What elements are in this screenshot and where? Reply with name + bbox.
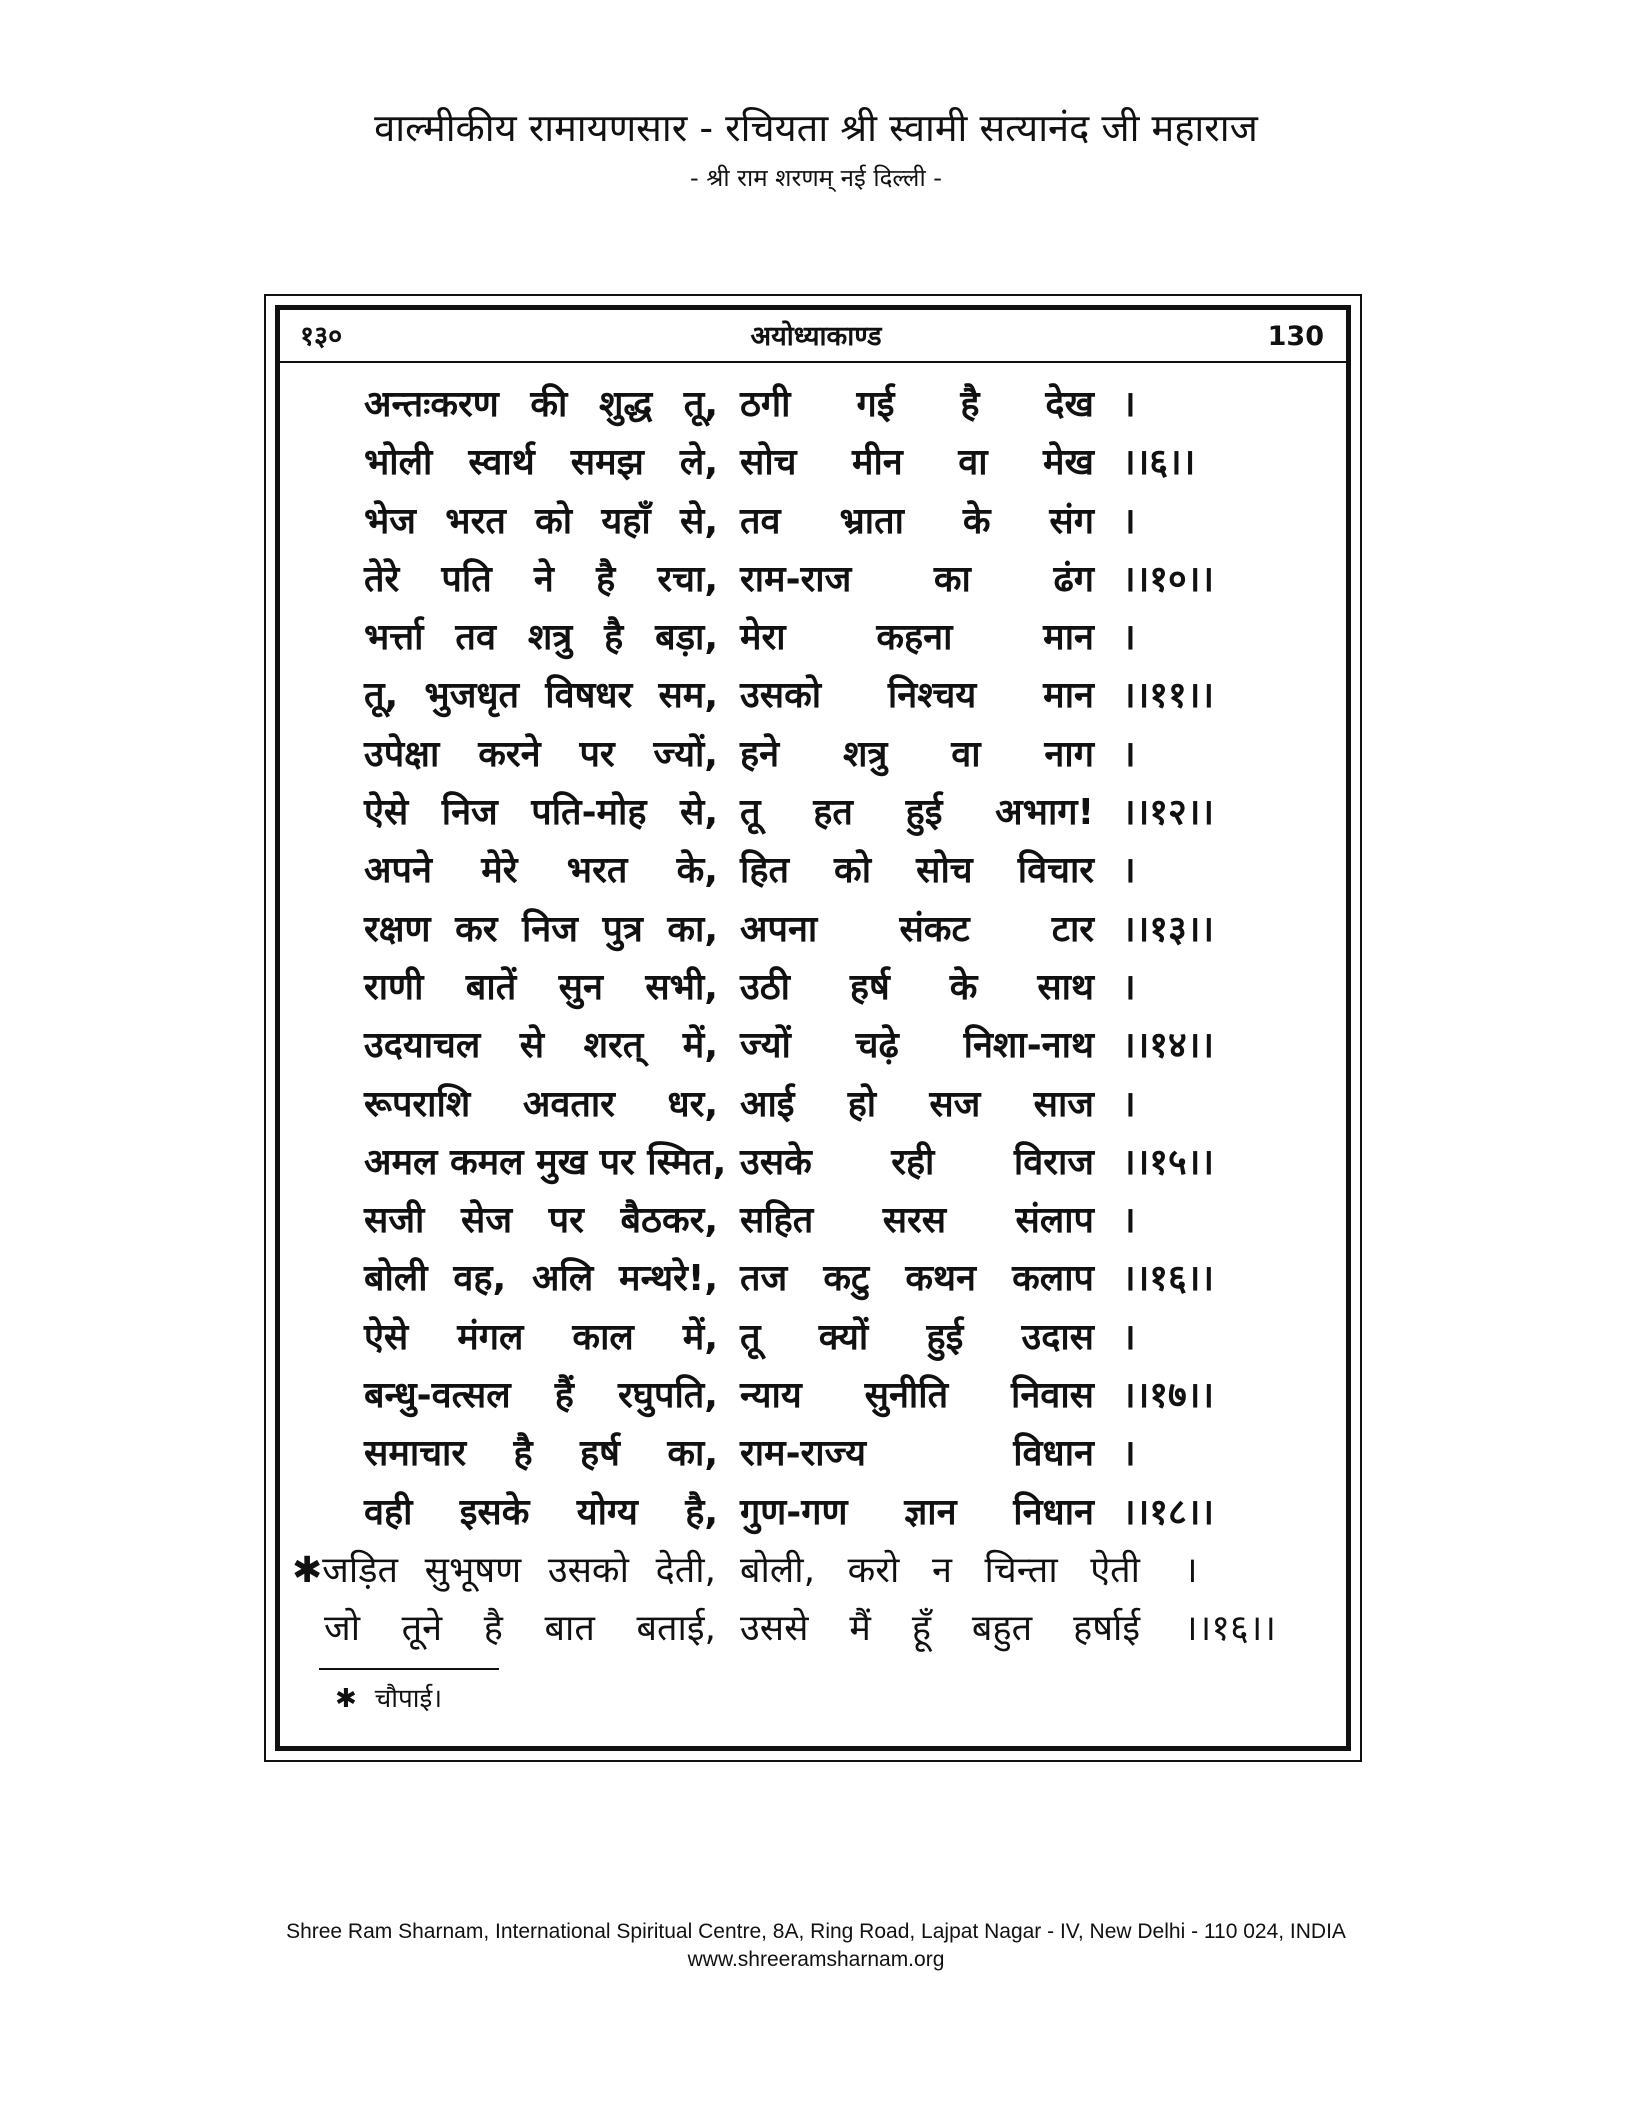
verse-line bbox=[280, 551, 1346, 609]
verse-line bbox=[280, 1134, 1346, 1192]
chaupai-line bbox=[280, 1600, 1346, 1658]
verse-line bbox=[280, 376, 1346, 434]
page-number: 130 bbox=[1267, 321, 1324, 352]
header-divider bbox=[280, 361, 1346, 363]
verse-number: । bbox=[1122, 850, 1136, 892]
verse-number: । bbox=[1122, 733, 1136, 775]
page-number-devanagari: १३० bbox=[300, 321, 343, 352]
verse-first-half: तेरे पति ने है रचा, bbox=[364, 558, 718, 600]
verse-number: । bbox=[1122, 384, 1136, 425]
verse-line bbox=[280, 1017, 1346, 1075]
verse-second-half: सहित सरस संलाप bbox=[740, 1200, 1094, 1242]
verse-number: ।।१४।। bbox=[1122, 1025, 1215, 1067]
verse-first-half: भोली स्वार्थ समझ ले, bbox=[364, 442, 718, 484]
verse-line bbox=[280, 1250, 1346, 1308]
verse-line bbox=[280, 901, 1346, 959]
book-title: वाल्मीकीय रामायणसार - रचियता श्री स्वामी सत्यानंद जी महाराज bbox=[374, 106, 1258, 150]
verse-number: ।।१२।। bbox=[1122, 792, 1215, 834]
verse-first-half: वही इसके योग्य है, bbox=[364, 1491, 718, 1533]
verse-line bbox=[280, 1425, 1346, 1483]
verse-line bbox=[280, 1309, 1346, 1367]
verse-first-half: भर्त्ता तव शत्रु है बड़ा, bbox=[364, 617, 718, 659]
verse-number: ।।१३।। bbox=[1122, 908, 1215, 950]
verse-line bbox=[280, 842, 1346, 900]
verse-first-half: रक्षण कर निज पुत्र का, bbox=[364, 908, 718, 950]
verse-line bbox=[280, 726, 1346, 784]
verse-first-half: समाचार है हर्ष का, bbox=[364, 1433, 718, 1475]
footer-website[interactable]: www.shreeramsharnam.org bbox=[687, 1948, 945, 1971]
verse-second-half: गुण-गण ज्ञान निधान bbox=[740, 1491, 1094, 1533]
verse-number: ।।६।। bbox=[1122, 442, 1196, 484]
verse-first-half: अन्तःकरण की शुद्ध तू, bbox=[364, 384, 718, 425]
verse-number: । bbox=[1122, 500, 1136, 542]
verse-line bbox=[280, 667, 1346, 725]
verse-second-half: तव भ्राता के संग bbox=[740, 500, 1094, 542]
verse-second-half: उठी हर्ष के साथ bbox=[740, 966, 1094, 1008]
verse-number: । bbox=[1122, 1316, 1136, 1358]
chaupai-first-half: ✱जड़ित सुभूषण उसको देती, bbox=[292, 1549, 716, 1591]
footnote-rule bbox=[319, 1668, 499, 1670]
verse-number: ।।१७।। bbox=[1122, 1375, 1215, 1417]
chaupai-second-half: बोली, करो न चिन्ता ऐती bbox=[740, 1549, 1140, 1591]
verse-second-half: उसको निश्चय मान bbox=[740, 675, 1094, 717]
verse-line bbox=[280, 434, 1346, 492]
verse-second-half: तू हत हुई अभाग! bbox=[740, 792, 1094, 834]
verse-first-half: तू, भुजधृत विषधर सम, bbox=[364, 675, 718, 717]
verse-number: ।।१०।। bbox=[1122, 558, 1215, 600]
asterisk-icon: ✱ bbox=[335, 1684, 357, 1714]
verse-first-half: सजी सेज पर बैठकर, bbox=[364, 1200, 718, 1242]
verse-first-half: अमल कमल मुख पर स्मित, bbox=[364, 1141, 727, 1183]
footnote bbox=[335, 1680, 442, 1718]
verse-second-half: राम-राज्य विधान bbox=[740, 1433, 1094, 1475]
verse-first-half: बन्धु-वत्सल हैं रघुपति, bbox=[364, 1375, 718, 1417]
verse-number: । bbox=[1122, 617, 1136, 659]
verse-number: । bbox=[1122, 1433, 1136, 1475]
verse-block bbox=[280, 376, 1346, 1659]
verse-second-half: तू क्यों हुई उदास bbox=[740, 1316, 1094, 1358]
verse-line bbox=[280, 609, 1346, 667]
verse-line bbox=[280, 1192, 1346, 1250]
verse-first-half: राणी बातें सुन सभी, bbox=[364, 966, 718, 1008]
verse-first-half: ऐसे निज पति-मोह से, bbox=[364, 792, 718, 834]
verse-first-half: उपेक्षा करने पर ज्यों, bbox=[364, 733, 718, 775]
verse-second-half: न्याय सुनीति निवास bbox=[740, 1375, 1094, 1417]
verse-line bbox=[280, 1484, 1346, 1542]
verse-number: ।।१६।। bbox=[1122, 1258, 1215, 1300]
verse-first-half: उदयाचल से शरत् में, bbox=[364, 1025, 718, 1067]
verse-first-half: भेज भरत को यहाँ से, bbox=[364, 500, 718, 542]
verse-second-half: उसके रही विराज bbox=[740, 1141, 1094, 1183]
verse-first-half: बोली वह, अलि मन्थरे!, bbox=[364, 1258, 718, 1300]
verse-second-half: राम-राज का ढंग bbox=[740, 558, 1094, 600]
verse-second-half: ठगी गई है देख bbox=[740, 384, 1094, 425]
verse-second-half: तज कटु कथन कलाप bbox=[740, 1258, 1094, 1300]
chaupai-number: । bbox=[1184, 1549, 1198, 1591]
verse-second-half: हने शत्रु वा नाग bbox=[740, 733, 1094, 775]
verse-line bbox=[280, 493, 1346, 551]
chaupai-line bbox=[280, 1542, 1346, 1600]
verse-first-half: अपने मेरे भरत के, bbox=[364, 850, 718, 892]
publisher-subtitle: - श्री राम शरणम् नई दिल्ली - bbox=[690, 164, 942, 192]
verse-second-half: आई हो सज साज bbox=[740, 1083, 1094, 1125]
verse-second-half: मेरा कहना मान bbox=[740, 617, 1094, 659]
verse-first-half: ऐसे मंगल काल में, bbox=[364, 1316, 718, 1358]
verse-second-half: सोच मीन वा मेख bbox=[740, 442, 1094, 484]
chaupai-number: ।।१६।। bbox=[1184, 1608, 1277, 1650]
verse-line bbox=[280, 1076, 1346, 1134]
verse-line bbox=[280, 959, 1346, 1017]
verse-second-half: अपना संकट टार bbox=[740, 908, 1094, 950]
kand-title: अयोध्याकाण्ड bbox=[750, 321, 882, 352]
verse-second-half: हित को सोच विचार bbox=[740, 850, 1094, 892]
verse-number: । bbox=[1122, 1083, 1136, 1125]
footnote-text: चौपाई। bbox=[374, 1684, 443, 1714]
footer-address: Shree Ram Sharnam, International Spiritual Centre, 8A, Ring Road, Lajpat Nagar - IV, New Delhi - 110 024, INDIA bbox=[286, 1920, 1346, 1943]
verse-line bbox=[280, 784, 1346, 842]
verse-second-half: ज्यों चढ़े निशा-नाथ bbox=[740, 1025, 1094, 1067]
verse-number: ।।१८।। bbox=[1122, 1491, 1215, 1533]
verse-number: ।।१५।। bbox=[1122, 1141, 1215, 1183]
verse-number: ।।११।। bbox=[1122, 675, 1215, 717]
chaupai-second-half: उससे मैं हूँ बहुत हर्षाई bbox=[740, 1608, 1140, 1650]
verse-line bbox=[280, 1367, 1346, 1425]
verse-first-half: रूपराशि अवतार धर, bbox=[364, 1083, 718, 1125]
chaupai-first-half: जो तूने है बात बताई, bbox=[324, 1608, 716, 1650]
verse-number: । bbox=[1122, 1200, 1136, 1242]
verse-number: । bbox=[1122, 966, 1136, 1008]
